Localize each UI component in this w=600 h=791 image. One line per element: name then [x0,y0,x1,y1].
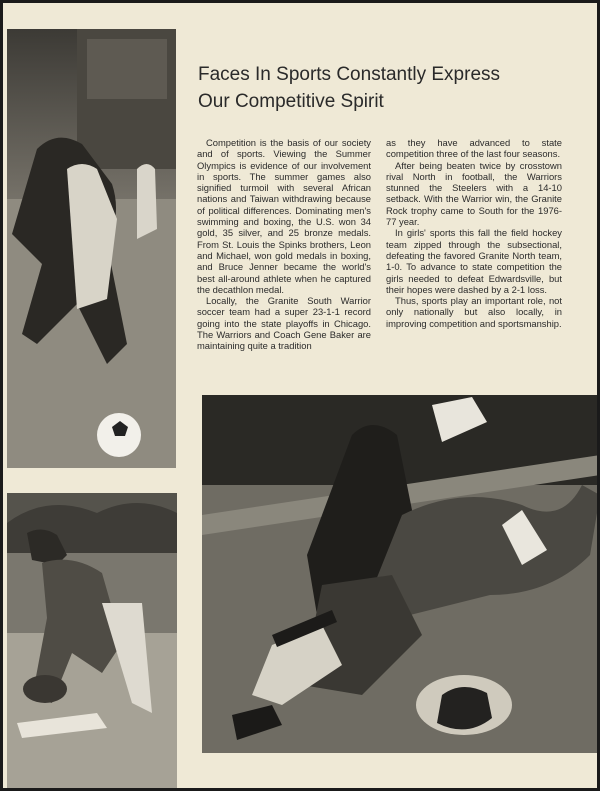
body-paragraph: After being beaten twice by crosstown rival North in football, the Warriors stunned the Steelers with a 14-10 setback. With the Warrior win, the Granite Rock trophy came to South for the 1976-77 year. [386,159,562,228]
body-paragraph: Competition is the basis of our society and of sports. Viewing the Summer Olympics is evidence of our involvement in sports. The summer games also signified turmoil with several African nations and Taiwan withdrawing because of political differences. Dominating men's swimming and boxing, the U.S. won 34 gold, 35 silver, and 25 bronze medals. From St. Louis the Spinks brothers, Leon and Michael, won gold medals in boxing, and Bruce Jenner became the world's best all-around athlete when he captured the decathlon medal. [197,137,371,295]
headline-line-1: Faces In Sports Constantly Express [198,64,501,85]
body-paragraph: Locally, the Granite South Warrior soccer team had a super 23-1-1 record going into the state playoffs in Chicago. The Warriors and Coach Gene Baker are maintaining quite a tradition [197,295,371,352]
body-paragraph: Thus, sports play an important role, not only nationally but also locally, in improving competition and sportsmanship. [386,295,562,329]
headline-line-2: Our Competitive Spirit [198,91,384,112]
soccer-photo [7,29,176,468]
body-paragraph: In girls' sports this fall the field hockey team zipped through the subsectional, defeating the favored Granite North team, 1-0. To advance to state competition the girls needed to defeat Edwardsville, but their hopes were dashed by a 2-1 loss. [386,227,562,295]
page-headline [198,61,588,115]
body-paragraph: as they have advanced to state competition three of the last four seasons. [386,137,562,160]
body-column-left [197,137,371,352]
baseball-photo [7,493,177,789]
wrestling-photo [202,395,600,753]
body-column-right [386,137,562,329]
